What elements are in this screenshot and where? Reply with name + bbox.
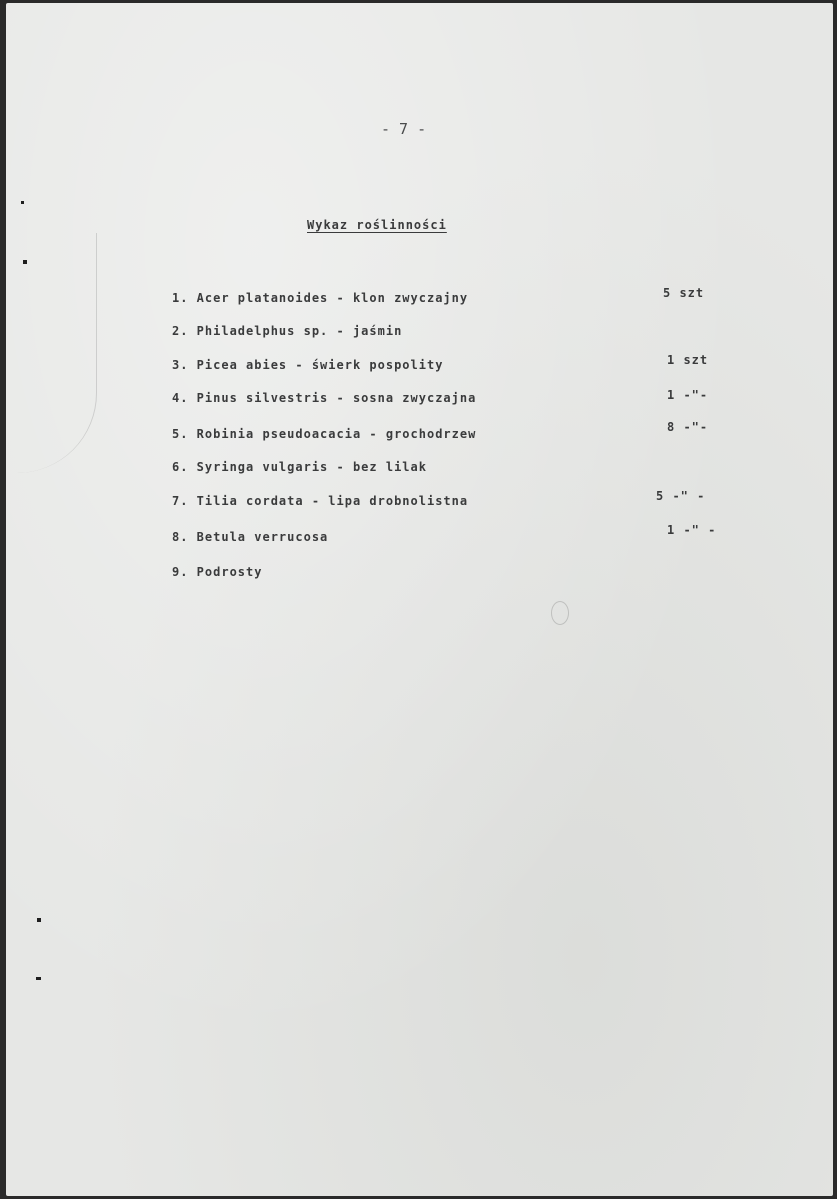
paper-blemish <box>551 601 569 625</box>
margin-mark <box>37 918 41 922</box>
list-item-quantity: 1 -"- <box>667 388 709 402</box>
list-item: 1. Acer platanoides - klon zwyczajny <box>172 291 469 305</box>
list-item: 4. Pinus silvestris - sosna zwyczajna <box>172 391 477 405</box>
list-item: 9. Podrosty <box>172 565 263 579</box>
margin-mark <box>21 201 24 204</box>
list-item-quantity: 1 szt <box>667 353 709 367</box>
list-item-quantity: 8 -"- <box>667 420 709 434</box>
list-item-quantity: 5 szt <box>663 286 705 300</box>
list-item: 6. Syringa vulgaris - bez lilak <box>172 460 427 474</box>
paper-crease <box>16 233 97 473</box>
margin-mark <box>36 977 41 980</box>
page-number: - 7 - <box>381 120 427 138</box>
list-item: 3. Picea abies - świerk pospolity <box>172 358 444 372</box>
list-item: 7. Tilia cordata - lipa drobnolistna <box>172 494 469 508</box>
list-item: 2. Philadelphus sp. - jaśmin <box>172 324 403 338</box>
list-item: 5. Robinia pseudoacacia - grochodrzew <box>172 427 477 441</box>
list-item: 8. Betula verrucosa <box>172 530 329 544</box>
margin-mark <box>23 260 27 264</box>
list-item-quantity: 5 -" - <box>656 489 706 503</box>
list-item-quantity: 1 -" - <box>667 523 717 537</box>
page-title: Wykaz roślinności <box>307 218 447 232</box>
document-page <box>6 3 833 1196</box>
